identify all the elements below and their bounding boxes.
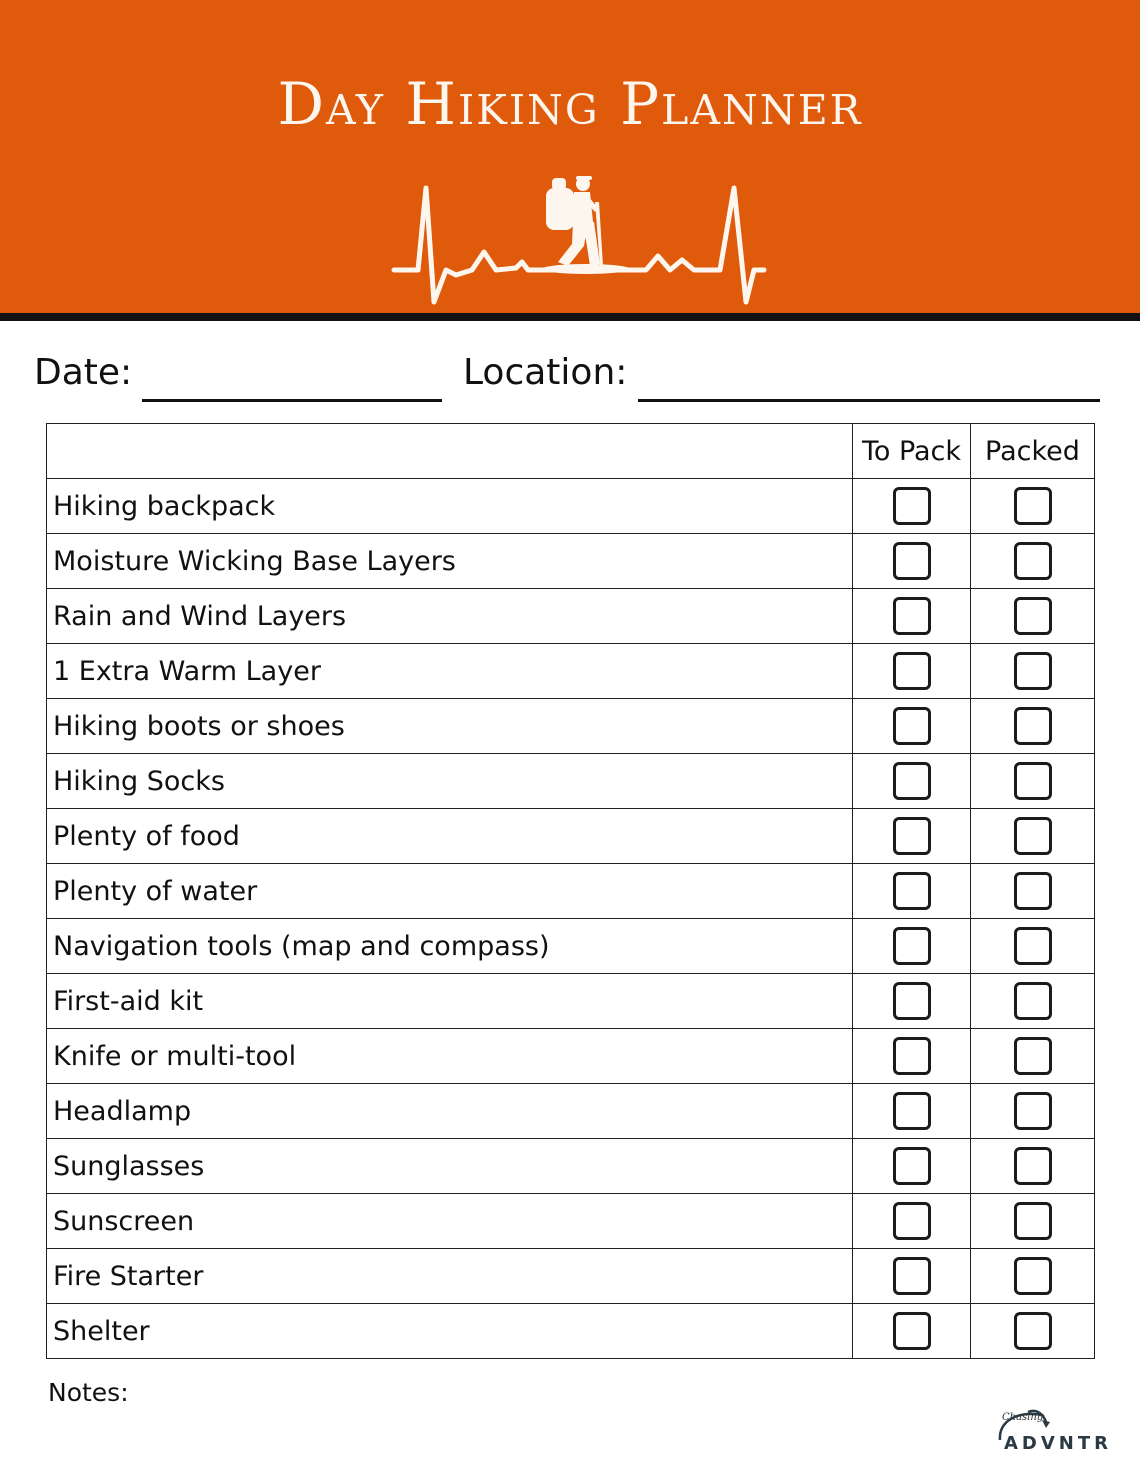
- to-pack-checkbox-cell: [853, 644, 971, 699]
- to-pack-checkbox-cell: [853, 479, 971, 534]
- to-pack-checkbox[interactable]: [893, 1202, 931, 1240]
- packed-checkbox-cell: [971, 479, 1095, 534]
- checklist-item-label: Sunglasses: [47, 1139, 853, 1194]
- to-pack-checkbox-cell: [853, 974, 971, 1029]
- packed-checkbox[interactable]: [1014, 872, 1052, 910]
- packed-checkbox[interactable]: [1014, 1312, 1052, 1350]
- to-pack-checkbox-cell: [853, 1029, 971, 1084]
- checklist-item-label: Fire Starter: [47, 1249, 853, 1304]
- checklist-row: [47, 534, 1095, 589]
- to-pack-checkbox[interactable]: [893, 542, 931, 580]
- checklist-row: [47, 919, 1095, 974]
- to-pack-checkbox[interactable]: [893, 1312, 931, 1350]
- packed-checkbox-cell: [971, 864, 1095, 919]
- checklist-row: [47, 1304, 1095, 1359]
- to-pack-checkbox-cell: [853, 919, 971, 974]
- packed-checkbox[interactable]: [1014, 1202, 1052, 1240]
- checklist-item-label: Hiking backpack: [47, 479, 853, 534]
- packed-checkbox[interactable]: [1014, 762, 1052, 800]
- packed-checkbox[interactable]: [1014, 1037, 1052, 1075]
- packing-checklist: [46, 423, 1095, 1359]
- location-label: Location:: [463, 352, 628, 393]
- checklist-body: [47, 479, 1095, 1359]
- to-pack-checkbox-cell: [853, 1139, 971, 1194]
- packed-checkbox[interactable]: [1014, 487, 1052, 525]
- checklist-item-label: First-aid kit: [47, 974, 853, 1029]
- checklist-row: [47, 589, 1095, 644]
- to-pack-checkbox-cell: [853, 809, 971, 864]
- packed-checkbox[interactable]: [1014, 1257, 1052, 1295]
- packed-checkbox-cell: [971, 1304, 1095, 1359]
- packed-checkbox-cell: [971, 699, 1095, 754]
- to-pack-checkbox-cell: [853, 1249, 971, 1304]
- notes-label: Notes:: [48, 1378, 129, 1407]
- packed-checkbox[interactable]: [1014, 707, 1052, 745]
- packed-checkbox-cell: [971, 809, 1095, 864]
- to-pack-checkbox-cell: [853, 699, 971, 754]
- to-pack-checkbox[interactable]: [893, 1147, 931, 1185]
- to-pack-checkbox[interactable]: [893, 597, 931, 635]
- checklist-item-label: Moisture Wicking Base Layers: [47, 534, 853, 589]
- checklist-row: [47, 1029, 1095, 1084]
- packed-checkbox-cell: [971, 589, 1095, 644]
- checklist-row: [47, 644, 1095, 699]
- brand-logo: [988, 1408, 1113, 1458]
- item-column-header: [47, 424, 853, 479]
- checklist-item-label: Knife or multi-tool: [47, 1029, 853, 1084]
- to-pack-checkbox[interactable]: [893, 1037, 931, 1075]
- to-pack-checkbox[interactable]: [893, 982, 931, 1020]
- checklist-item-label: Hiking boots or shoes: [47, 699, 853, 754]
- checklist-item-label: Sunscreen: [47, 1194, 853, 1249]
- to-pack-checkbox-cell: [853, 754, 971, 809]
- location-field[interactable]: [638, 399, 1100, 402]
- checklist-row: [47, 1194, 1095, 1249]
- checklist-row: [47, 699, 1095, 754]
- packed-checkbox[interactable]: [1014, 652, 1052, 690]
- checklist-row: [47, 809, 1095, 864]
- to-pack-checkbox-cell: [853, 534, 971, 589]
- date-label: Date:: [34, 352, 133, 393]
- packed-checkbox-cell: [971, 1029, 1095, 1084]
- packed-checkbox[interactable]: [1014, 1147, 1052, 1185]
- packed-checkbox[interactable]: [1014, 1092, 1052, 1130]
- checklist-item-label: Rain and Wind Layers: [47, 589, 853, 644]
- to-pack-checkbox[interactable]: [893, 1257, 931, 1295]
- packed-checkbox[interactable]: [1014, 542, 1052, 580]
- logo-script-text: Chasing: [1002, 1412, 1044, 1423]
- packed-checkbox-cell: [971, 974, 1095, 1029]
- packed-checkbox-cell: [971, 1084, 1095, 1139]
- checklist-item-label: Plenty of food: [47, 809, 853, 864]
- packed-checkbox[interactable]: [1014, 927, 1052, 965]
- checklist-row: [47, 479, 1095, 534]
- to-pack-checkbox[interactable]: [893, 762, 931, 800]
- checklist-row: [47, 864, 1095, 919]
- logo-wordmark: ADVNTR: [1004, 1433, 1113, 1454]
- to-pack-checkbox[interactable]: [893, 1092, 931, 1130]
- to-pack-checkbox[interactable]: [893, 927, 931, 965]
- checklist-row: [47, 754, 1095, 809]
- checklist-row: [47, 1249, 1095, 1304]
- to-pack-checkbox-cell: [853, 1084, 971, 1139]
- checklist-row: [47, 974, 1095, 1029]
- checklist-row: [47, 1139, 1095, 1194]
- packed-column-header: Packed: [971, 424, 1095, 479]
- packed-checkbox-cell: [971, 534, 1095, 589]
- banner-divider: [0, 313, 1140, 321]
- to-pack-checkbox[interactable]: [893, 817, 931, 855]
- packed-checkbox-cell: [971, 754, 1095, 809]
- packed-checkbox[interactable]: [1014, 817, 1052, 855]
- hiker-heartbeat-icon: [390, 170, 770, 310]
- packed-checkbox-cell: [971, 1249, 1095, 1304]
- checklist-row: [47, 1084, 1095, 1139]
- packed-checkbox-cell: [971, 1194, 1095, 1249]
- to-pack-checkbox[interactable]: [893, 872, 931, 910]
- packed-checkbox-cell: [971, 1139, 1095, 1194]
- packed-checkbox[interactable]: [1014, 597, 1052, 635]
- to-pack-checkbox[interactable]: [893, 652, 931, 690]
- checklist-item-label: Navigation tools (map and compass): [47, 919, 853, 974]
- checklist-item-label: Hiking Socks: [47, 754, 853, 809]
- packed-checkbox-cell: [971, 644, 1095, 699]
- packed-checkbox[interactable]: [1014, 982, 1052, 1020]
- packed-checkbox-cell: [971, 919, 1095, 974]
- page-title: Day Hiking Planner: [277, 70, 863, 138]
- to-pack-checkbox-cell: [853, 1194, 971, 1249]
- date-field[interactable]: [142, 399, 442, 402]
- checklist-item-label: Headlamp: [47, 1084, 853, 1139]
- checklist-item-label: 1 Extra Warm Layer: [47, 644, 853, 699]
- to-pack-checkbox-cell: [853, 1304, 971, 1359]
- checklist-item-label: Plenty of water: [47, 864, 853, 919]
- to-pack-checkbox[interactable]: [893, 487, 931, 525]
- to-pack-checkbox-cell: [853, 864, 971, 919]
- to-pack-column-header: To Pack: [853, 424, 971, 479]
- to-pack-checkbox-cell: [853, 589, 971, 644]
- to-pack-checkbox[interactable]: [893, 707, 931, 745]
- checklist-item-label: Shelter: [47, 1304, 853, 1359]
- checklist-header-row: [47, 424, 1095, 479]
